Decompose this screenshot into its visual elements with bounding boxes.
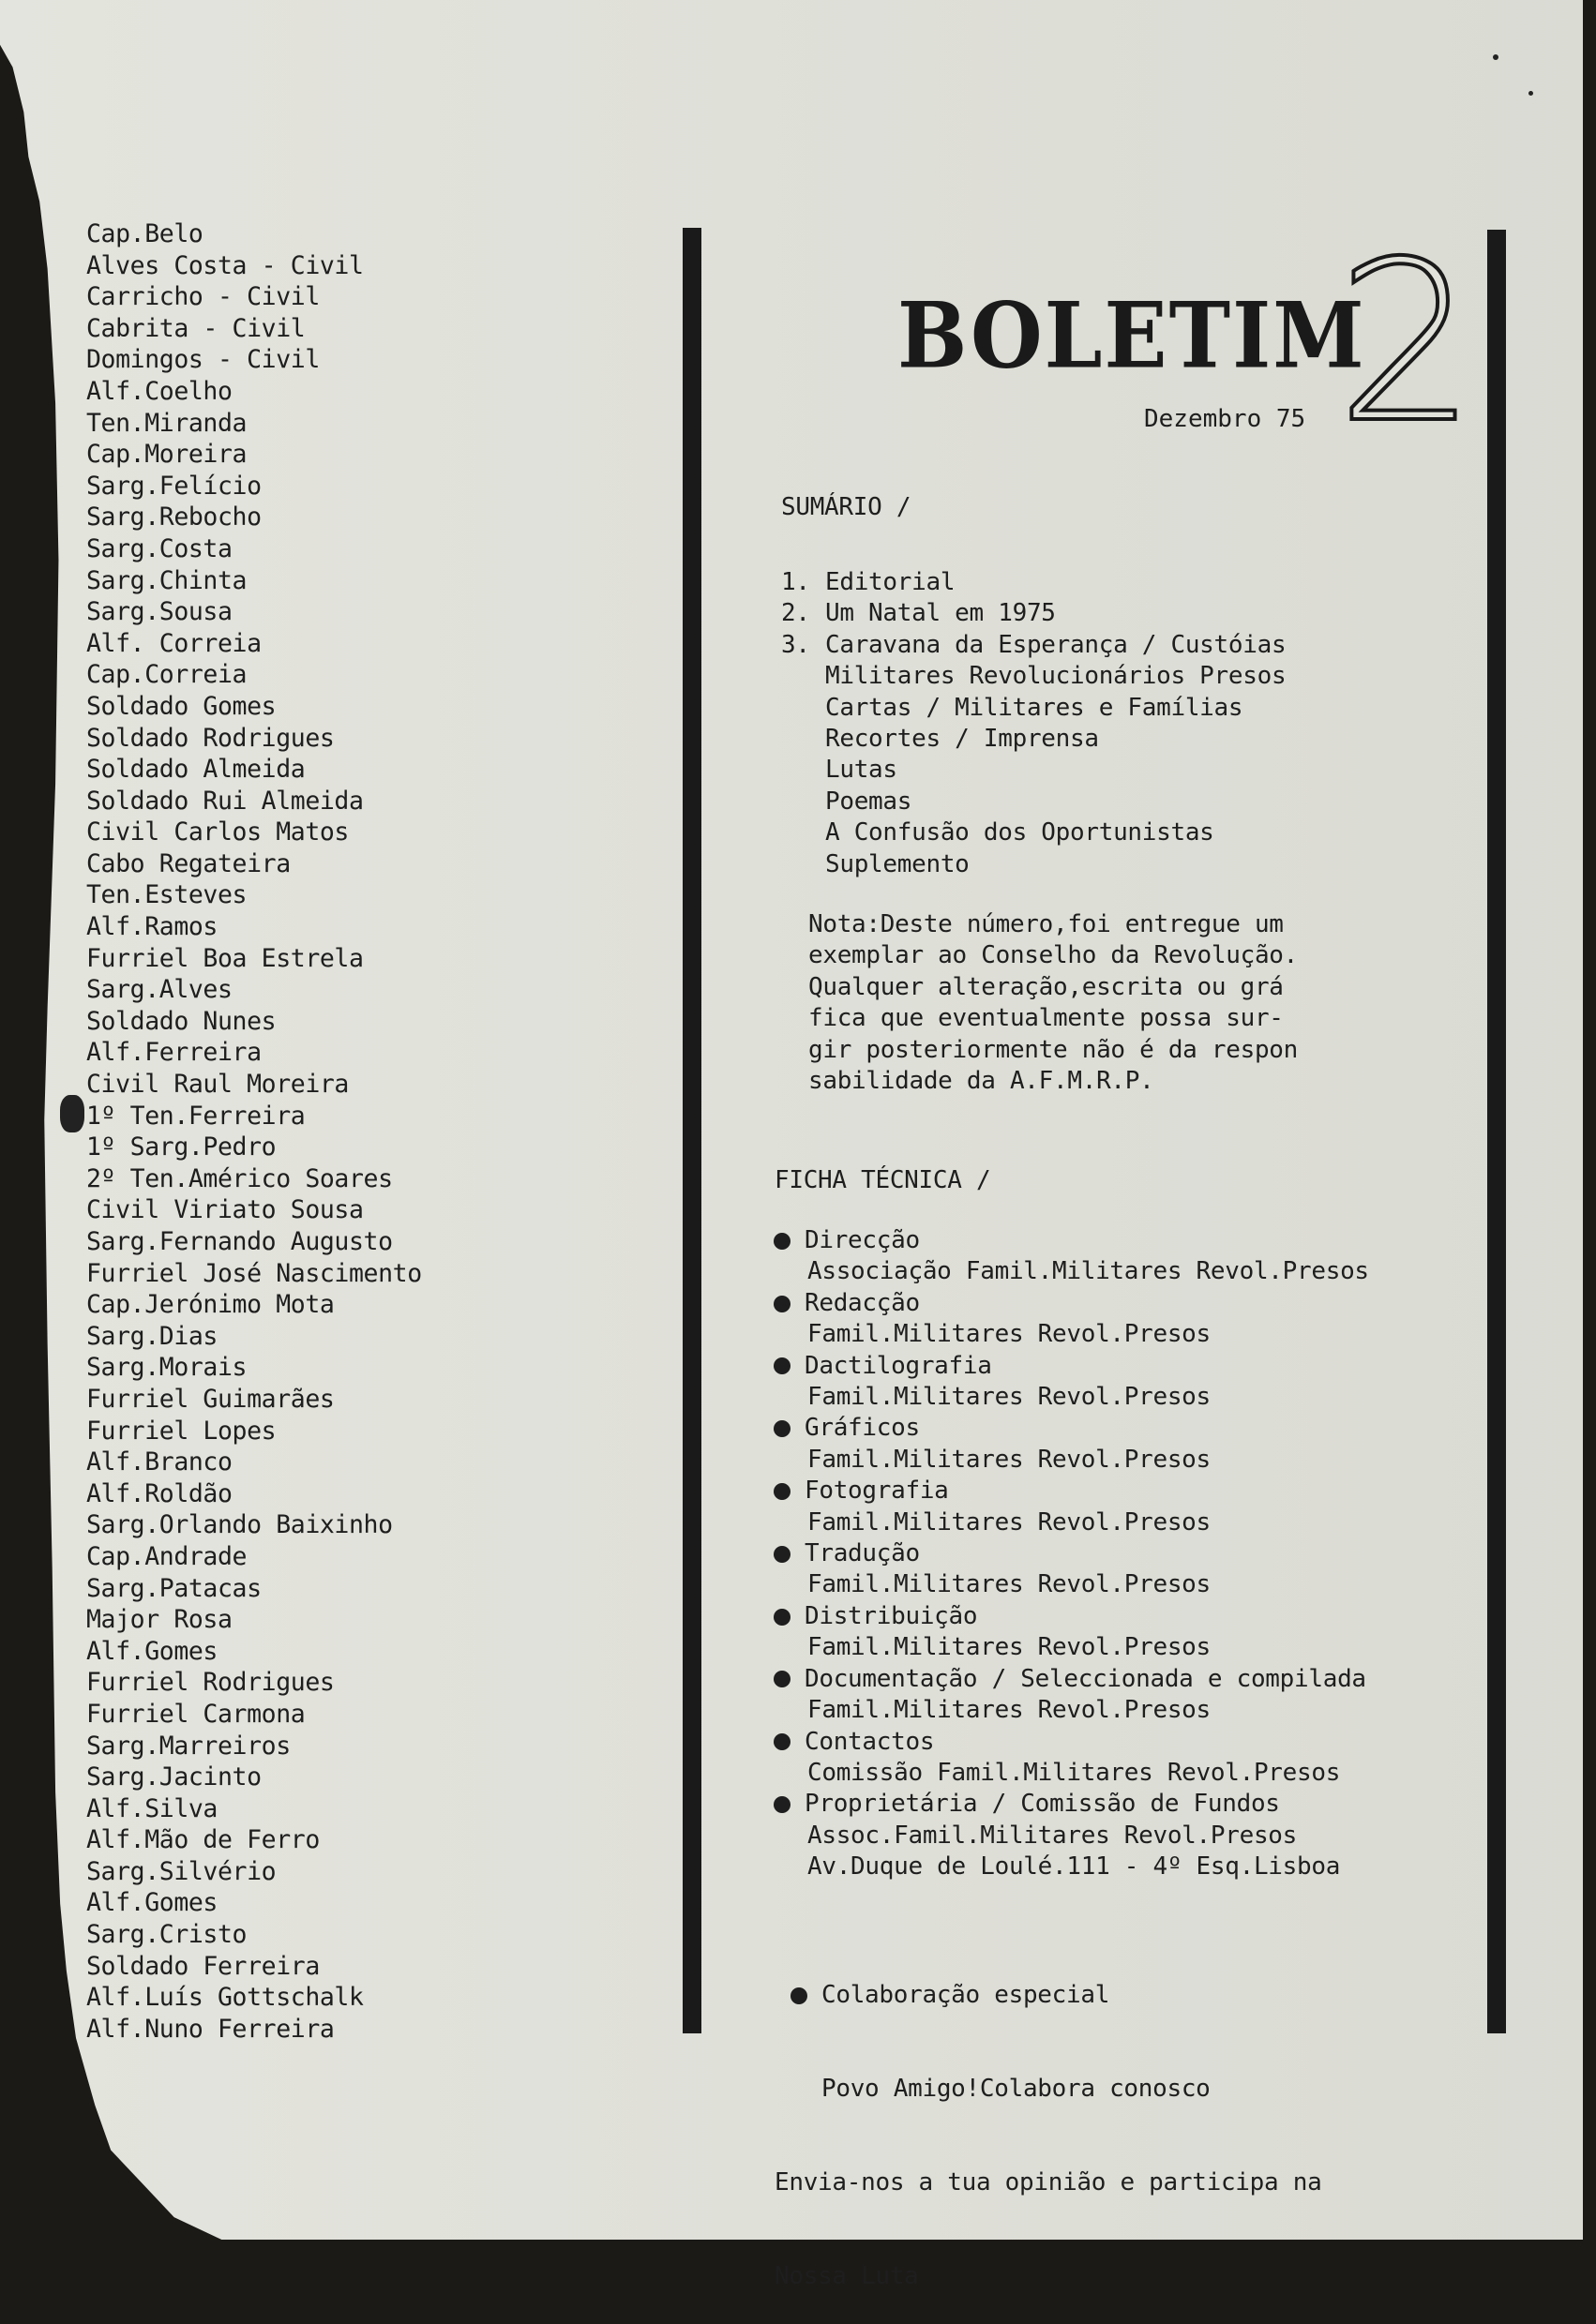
name-entry: Sarg.Fernando Augusto xyxy=(86,1227,393,1256)
summary-item xyxy=(781,755,1286,786)
column-divider-left xyxy=(683,228,701,2033)
name-entry: Cap.Andrade xyxy=(86,1541,248,1571)
name-entry: Domingos - Civil xyxy=(86,345,320,375)
collaboration-line: Nossa Luta xyxy=(775,2262,919,2291)
names-list xyxy=(86,218,422,2045)
name-entry: Soldado Nunes xyxy=(86,1006,277,1036)
summary-title: SUMÁRIO / xyxy=(781,493,911,521)
ficha-item-value: Famil.Militares Revol.Presos xyxy=(807,1696,1211,1725)
name-entry: Alf.Gomes xyxy=(86,1888,218,1918)
name-entry: Sarg.Sousa xyxy=(86,597,233,627)
ficha-item-label: Contactos xyxy=(805,1727,935,1756)
name-entry: Alf.Luís Gottschalk xyxy=(86,1983,364,2013)
name-entry: Alf.Roldão xyxy=(86,1478,233,1508)
summary-item-text: Suplemento xyxy=(825,849,970,878)
name-entry: Cap.Belo xyxy=(86,219,203,248)
column-divider-right xyxy=(1487,230,1506,2033)
name-entry: Civil Raul Moreira xyxy=(86,1070,349,1100)
name-entry: Sarg.Marreiros xyxy=(86,1731,291,1761)
collaboration-label-row xyxy=(775,1980,1321,2011)
summary-item xyxy=(781,567,1286,598)
ficha-item-label: Gráficos xyxy=(805,1414,920,1443)
name-entry: Sarg.Orlando Baixinho xyxy=(86,1510,393,1540)
ficha-item-value: Famil.Militares Revol.Presos xyxy=(807,1320,1211,1349)
summary-item xyxy=(781,817,1286,848)
name-entry: Sarg.Felício xyxy=(86,471,262,501)
summary-item xyxy=(781,787,1286,817)
ficha-item-value: Famil.Militares Revol.Presos xyxy=(807,1507,1211,1537)
ficha-item xyxy=(775,1789,1369,1820)
name-entry: Sarg.Cristo xyxy=(86,1920,248,1950)
note-line: Qualquer alteração,escrita ou grá xyxy=(808,972,1284,1001)
summary-list xyxy=(781,567,1286,880)
summary-item xyxy=(781,693,1286,724)
ficha-item-value: Av.Duque de Loulé.111 - 4º Esq.Lisboa xyxy=(807,1852,1341,1882)
summary-item-text: Editorial xyxy=(825,568,956,596)
ficha-item-label: Fotografia xyxy=(805,1477,949,1506)
name-entry: Ten.Esteves xyxy=(86,880,248,910)
note-line: gir posteriormente não é da respon xyxy=(808,1035,1299,1064)
collaboration-section xyxy=(775,1917,1321,2324)
summary-item-number: 3. xyxy=(781,630,810,659)
ficha-item-value: Comissão Famil.Militares Revol.Presos xyxy=(807,1758,1341,1787)
ficha-item xyxy=(775,1538,1369,1569)
ficha-item-label: Distribuição xyxy=(805,1601,978,1630)
summary-item xyxy=(781,724,1286,755)
name-entry: Soldado Rui Almeida xyxy=(86,786,364,816)
bullet-icon xyxy=(774,1733,790,1750)
summary-item-text: Um Natal em 1975 xyxy=(825,599,1056,628)
name-entry: Alf.Branco xyxy=(86,1447,233,1477)
ficha-item xyxy=(775,1664,1369,1695)
name-entry: Furriel José Nascimento xyxy=(86,1258,422,1288)
note-line: exemplar ao Conselho da Revolução. xyxy=(808,941,1299,970)
paper-hole xyxy=(60,1095,84,1132)
summary-item-text: A Confusão dos Oportunistas xyxy=(825,818,1214,847)
summary-item-number xyxy=(781,787,825,817)
ficha-item-value: Famil.Militares Revol.Presos xyxy=(807,1570,1211,1599)
bullet-icon xyxy=(774,1420,790,1437)
name-entry: Cap.Correia xyxy=(86,660,248,690)
name-entry: Furriel Rodrigues xyxy=(86,1668,335,1698)
name-entry: 1º Ten.Ferreira xyxy=(86,1101,306,1131)
name-entry: Sarg.Dias xyxy=(86,1321,218,1351)
masthead-title: BOLETIM xyxy=(897,281,1366,389)
bullet-icon xyxy=(774,1357,790,1374)
ficha-item-label: Documentação / Seleccionada e compilada xyxy=(805,1664,1366,1693)
summary-item-text: Poemas xyxy=(825,787,912,816)
ficha-item-value: Famil.Militares Revol.Presos xyxy=(807,1445,1211,1474)
summary-item-text: Caravana da Esperança / Custóias xyxy=(825,630,1287,659)
ficha-item-value: Assoc.Famil.Militares Revol.Presos xyxy=(807,1821,1298,1850)
ficha-item xyxy=(775,1413,1369,1444)
ficha-item xyxy=(775,1476,1369,1507)
name-entry: Major Rosa xyxy=(86,1605,233,1635)
name-entry: Cap.Moreira xyxy=(86,440,248,470)
bullet-icon xyxy=(774,1483,790,1500)
summary-item xyxy=(781,598,1286,629)
summary-item-number xyxy=(781,849,825,880)
summary-item xyxy=(781,630,1286,661)
name-entry: Ten.Miranda xyxy=(86,408,248,438)
bullet-icon xyxy=(774,1233,790,1250)
bullet-icon xyxy=(774,1546,790,1563)
summary-item xyxy=(781,661,1286,692)
name-entry: Sarg.Alves xyxy=(86,975,233,1005)
bullet-icon xyxy=(790,1987,807,2004)
name-entry: Cap.Jerónimo Mota xyxy=(86,1290,335,1320)
bullet-icon xyxy=(774,1609,790,1626)
name-entry: Sarg.Patacas xyxy=(86,1573,262,1603)
issue-number: 2 xyxy=(1336,214,1478,472)
summary-item-text: Militares Revolucionários Presos xyxy=(825,662,1287,691)
summary-item-number: 2. xyxy=(781,599,810,628)
ficha-item-label: Tradução xyxy=(805,1539,920,1568)
ficha-item-value: Famil.Militares Revol.Presos xyxy=(807,1633,1211,1662)
ficha-item-label: Direcção xyxy=(805,1226,920,1254)
editorial-note xyxy=(808,909,1298,1097)
name-entry: 1º Sarg.Pedro xyxy=(86,1132,277,1162)
name-entry: Sarg.Costa xyxy=(86,533,233,563)
summary-item-number xyxy=(781,693,825,724)
name-entry: 2º Ten.Américo Soares xyxy=(86,1163,393,1193)
ficha-item-label: Redacção xyxy=(805,1288,920,1317)
name-entry: Sarg.Rebocho xyxy=(86,502,262,532)
note-line: sabilidade da A.F.M.R.P. xyxy=(808,1067,1154,1096)
name-entry: Civil Carlos Matos xyxy=(86,817,349,847)
summary-item-text: Cartas / Militares e Famílias xyxy=(825,693,1243,722)
name-entry: Soldado Almeida xyxy=(86,755,306,785)
name-entry: Alf.Silva xyxy=(86,1793,218,1823)
summary-item-number xyxy=(781,817,825,848)
name-entry: Alf.Gomes xyxy=(86,1636,218,1666)
name-entry: Furriel Guimarães xyxy=(86,1384,335,1414)
bullet-icon xyxy=(774,1296,790,1312)
ficha-item-label: Proprietária / Comissão de Fundos xyxy=(805,1790,1280,1819)
ficha-item xyxy=(775,1225,1369,1256)
name-entry: Cabrita - Civil xyxy=(86,313,306,343)
bullet-icon xyxy=(774,1796,790,1813)
ficha-title: FICHA TÉCNICA / xyxy=(775,1166,991,1194)
name-entry: Furriel Lopes xyxy=(86,1416,277,1446)
summary-item-number: 1. xyxy=(781,568,810,596)
paper-speck xyxy=(1528,91,1533,96)
name-entry: Sarg.Silvério xyxy=(86,1856,277,1886)
name-entry: Soldado Rodrigues xyxy=(86,723,335,753)
note-line: fica que eventualmente possa sur- xyxy=(808,1004,1284,1033)
collaboration-line: Povo Amigo!Colabora conosco xyxy=(821,2075,1211,2104)
name-entry: Soldado Ferreira xyxy=(86,1951,320,1981)
name-entry: Sarg.Chinta xyxy=(86,565,248,595)
ficha-item-label: Dactilografia xyxy=(805,1351,992,1380)
ficha-item xyxy=(775,1288,1369,1319)
name-entry: Civil Viriato Sousa xyxy=(86,1195,364,1225)
bullet-icon xyxy=(774,1671,790,1687)
name-entry: Sarg.Jacinto xyxy=(86,1762,262,1792)
name-entry: Cabo Regateira xyxy=(86,848,291,878)
name-entry: Carricho - Civil xyxy=(86,282,320,312)
name-entry: Furriel Carmona xyxy=(86,1699,306,1729)
name-entry: Sarg.Morais xyxy=(86,1353,248,1383)
summary-item-text: Lutas xyxy=(825,756,897,785)
issue-date: Dezembro 75 xyxy=(1144,405,1306,433)
paper-speck xyxy=(1493,54,1498,60)
name-entry: Alf.Coelho xyxy=(86,376,233,406)
summary-item-number xyxy=(781,724,825,755)
name-entry: Furriel Boa Estrela xyxy=(86,943,364,973)
ficha-item xyxy=(775,1601,1369,1632)
ficha-tecnica-list xyxy=(775,1225,1369,1883)
name-entry: Alves Costa - Civil xyxy=(86,250,364,280)
summary-item xyxy=(781,849,1286,880)
summary-item-text: Recortes / Imprensa xyxy=(825,725,1099,754)
ficha-item-value: Famil.Militares Revol.Presos xyxy=(807,1383,1211,1412)
ficha-item-value: Associação Famil.Militares Revol.Presos xyxy=(807,1257,1369,1286)
note-line: Nota:Deste número,foi entregue um xyxy=(808,910,1284,938)
collaboration-line: Envia-nos a tua opinião e participa na xyxy=(775,2168,1322,2197)
summary-item-number xyxy=(781,661,825,692)
collaboration-label: Colaboração especial xyxy=(821,1980,1110,2009)
summary-item-number xyxy=(781,755,825,786)
ficha-item xyxy=(775,1351,1369,1382)
name-entry: Alf. Correia xyxy=(86,628,262,658)
name-entry: Alf.Ramos xyxy=(86,912,218,942)
name-entry: Alf.Nuno Ferreira xyxy=(86,2014,335,2044)
name-entry: Alf.Mão de Ferro xyxy=(86,1825,320,1855)
ficha-item xyxy=(775,1727,1369,1758)
name-entry: Soldado Gomes xyxy=(86,691,277,721)
name-entry: Alf.Ferreira xyxy=(86,1038,262,1068)
